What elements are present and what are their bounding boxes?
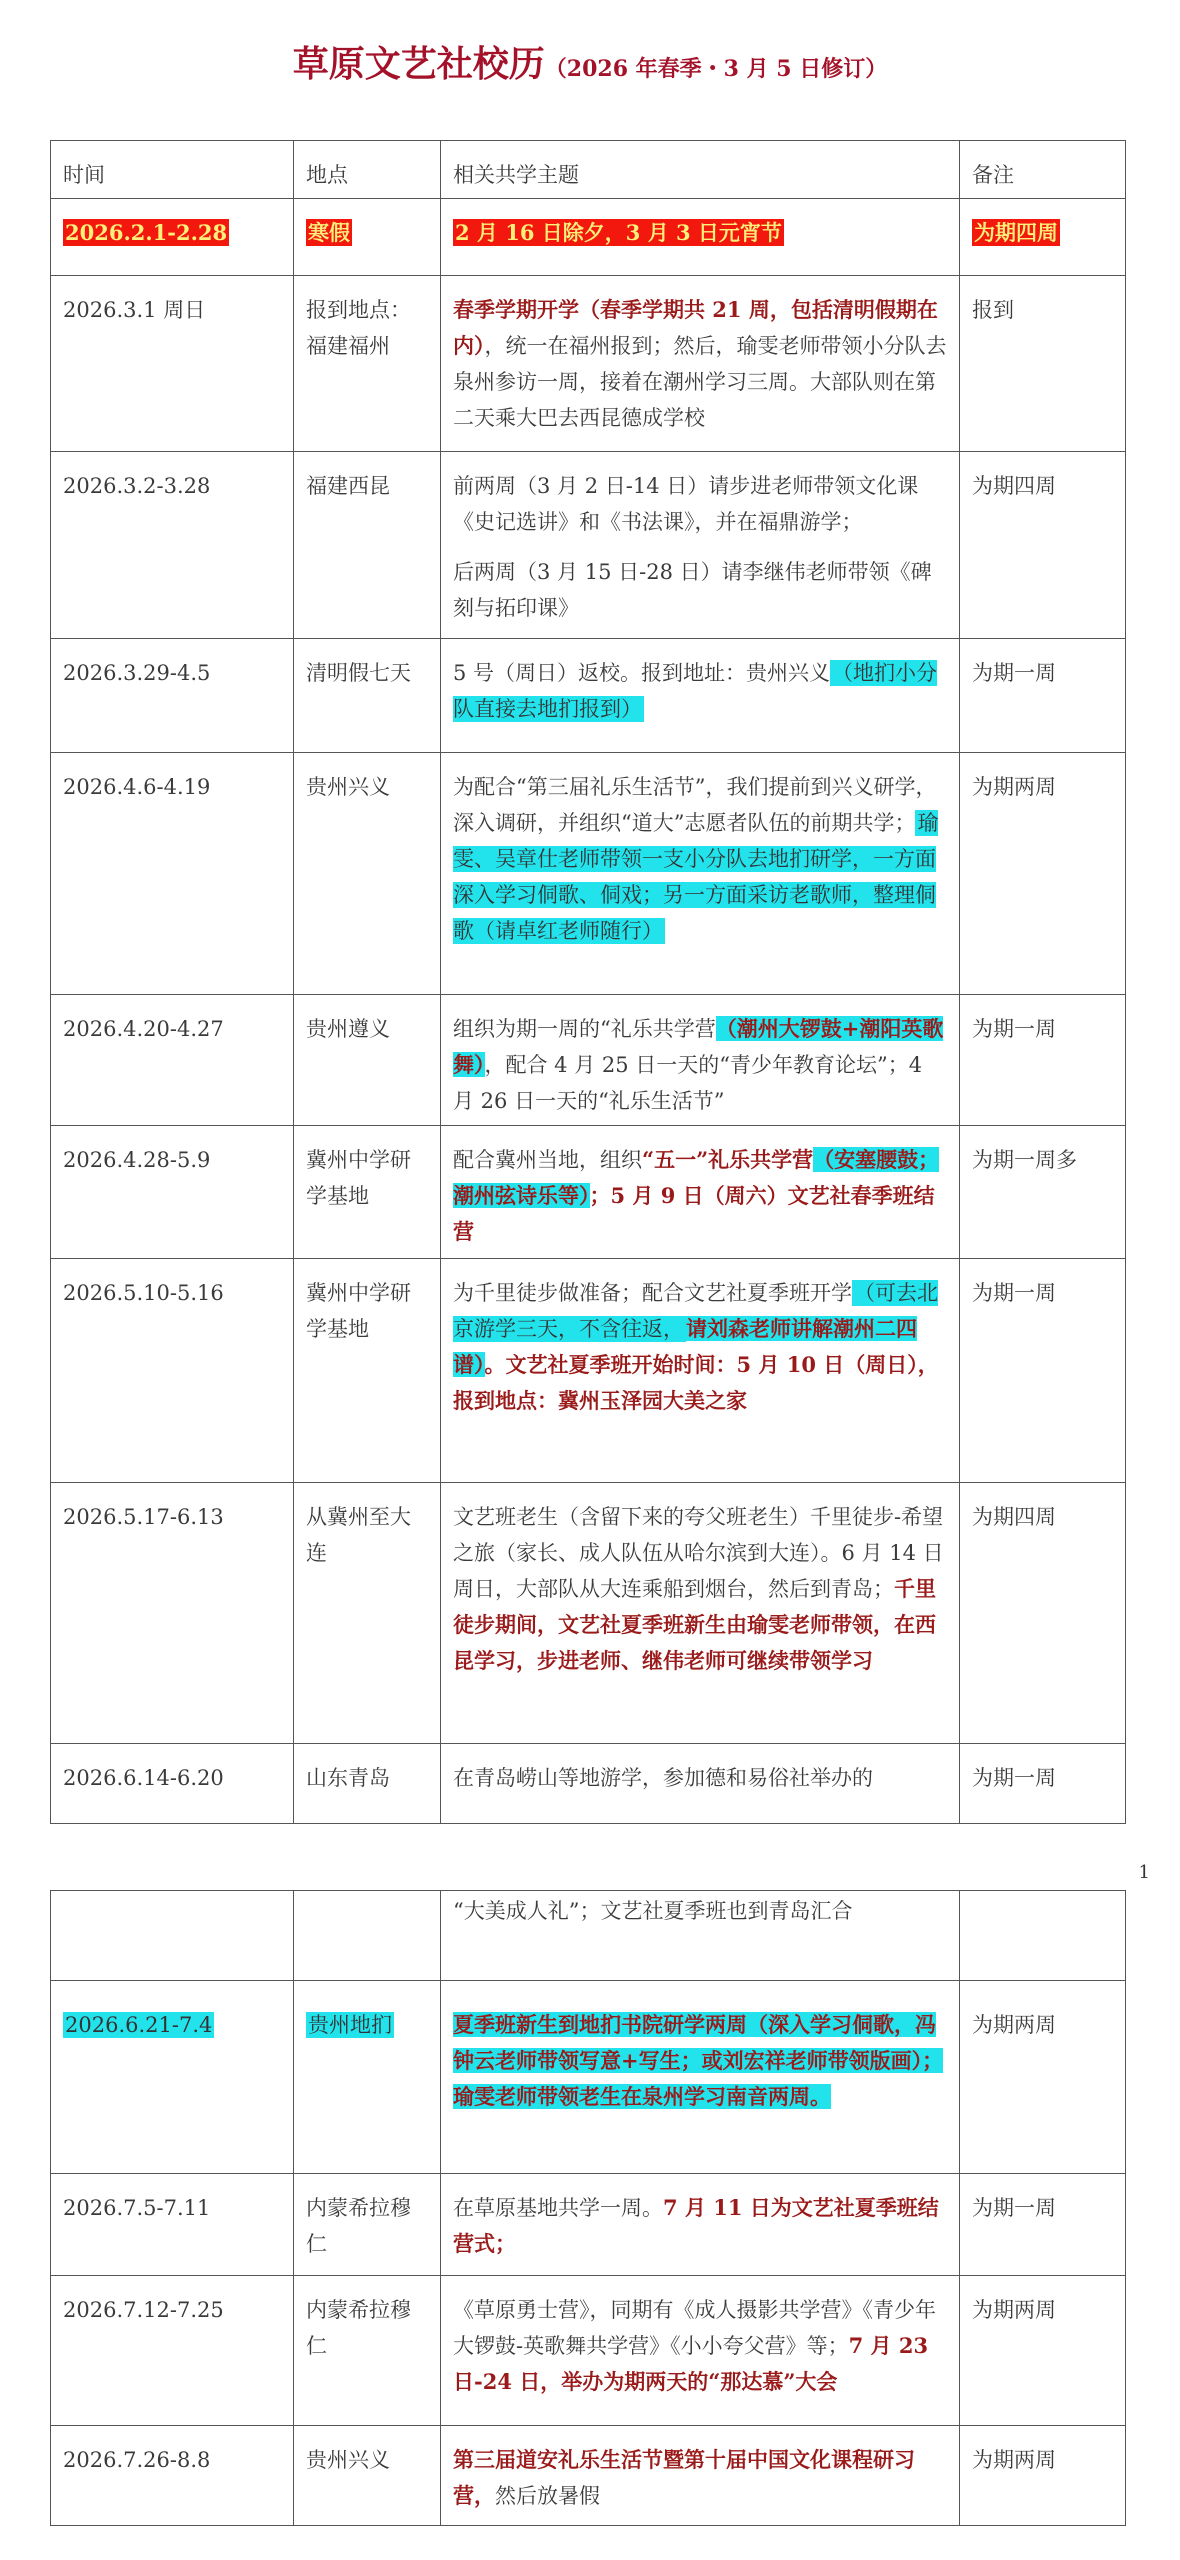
cell-note: 为期两周: [960, 2426, 1126, 2526]
theme-text: ，统一在福州报到；然后，瑜雯老师带领小分队去泉州参访一周，接着在潮州学习三周。大部队则在第二天乘大巴去西昆德成学校: [453, 334, 947, 430]
cell-time: 2026.7.5-7.11: [51, 2174, 294, 2276]
cell-time: 2026.5.10-5.16: [51, 1259, 294, 1483]
header-note: 备注: [960, 141, 1126, 199]
cell-note: 为期四周: [960, 1483, 1126, 1744]
theme-highlight: （可去北京游学三天，不含往返，: [453, 1281, 938, 1341]
theme-text: 文艺班老生（含留下来的夸父班老生）千里徒步-希望之旅（家长、成人队伍从哈尔滨到大连）。6 月 14 日周日，大部队从大连乘船到烟台，然后到青岛；: [453, 1505, 944, 1601]
table-row: [51, 753, 1126, 995]
cell-note: 为期四周: [974, 220, 1058, 245]
table-row: [51, 1744, 1126, 1824]
theme-text: 配合冀州当地，组织: [453, 1148, 642, 1172]
theme-highlight: 。文艺社夏季班开始时间：5 月 10 日（周日），报到地点：冀州玉泽园大美之家: [453, 1352, 939, 1413]
cell-note: 为期一周多: [960, 1126, 1126, 1259]
title-subtitle: （2026 年春季・3 月 5 日修订）: [544, 56, 888, 82]
cell-theme: [441, 639, 960, 753]
cell-note: 为期一周: [960, 639, 1126, 753]
document-title: [0, 36, 1180, 87]
theme-text: ，配合 4 月 25 日一天的“青少年教育论坛”；4 月 26 日一天的“礼乐生活节”: [453, 1053, 923, 1113]
schedule-table-part1: [50, 140, 1126, 1824]
table-row: [51, 452, 1126, 639]
cell-place: 贵州兴义: [294, 2426, 441, 2526]
cell-theme: [441, 2276, 960, 2426]
table-header-row: [51, 141, 1126, 199]
theme-highlight: 千里徒步期间，文艺社夏季班新生由瑜雯老师带领，在西昆学习，步进老师、继伟老师可继续带领学习: [453, 1576, 936, 1673]
table-row: [51, 2174, 1126, 2276]
theme-text: 组织为期一周的“礼乐共学营: [453, 1017, 716, 1041]
cell-note: 为期一周: [960, 995, 1126, 1126]
header-theme: 相关共学主题: [441, 141, 960, 199]
cell-theme: 2 月 16 日除夕，3 月 3 日元宵节: [455, 220, 782, 245]
cell-note: [960, 1891, 1126, 1981]
cell-theme: [441, 2426, 960, 2526]
cell-time: 2026.6.21-7.4: [65, 2013, 213, 2037]
cell-theme: [441, 753, 960, 995]
cell-time: 2026.4.20-4.27: [51, 995, 294, 1126]
table-row: [51, 1891, 1126, 1981]
cell-place: 贵州兴义: [294, 753, 441, 995]
title-main: 草原文艺社校历: [292, 43, 545, 85]
table-row: [51, 1483, 1126, 1744]
cell-place: 山东青岛: [294, 1744, 441, 1824]
cell-time: 2026.7.12-7.25: [51, 2276, 294, 2426]
theme-highlight: （地扪小分队直接去地扪报到）: [453, 661, 938, 721]
cell-theme: [441, 1259, 960, 1483]
theme-text: 为配合“第三届礼乐生活节”，我们提前到兴义研学，深入调研，并组织“道大”志愿者队伍的前期共学；: [453, 775, 937, 835]
table-row: [51, 2426, 1126, 2526]
cell-note: 报到: [960, 276, 1126, 452]
theme-text: 在草原基地共学一周。: [453, 2196, 663, 2220]
cell-theme: [441, 276, 960, 452]
table-row: [51, 2276, 1126, 2426]
cell-note: 为期四周: [960, 452, 1126, 639]
theme-text: 然后放暑假: [495, 2484, 600, 2508]
table-row: [51, 995, 1126, 1126]
cell-note: 为期两周: [960, 753, 1126, 995]
cell-place: 冀州中学研学基地: [294, 1259, 441, 1483]
theme-text: 《草原勇士营》，同期有《成人摄影共学营》《青少年大锣鼓-英歌舞共学营》《小小夸父营》等；: [453, 2298, 936, 2358]
cell-note: 为期两周: [960, 1981, 1126, 2174]
cell-note: 为期一周: [960, 1744, 1126, 1824]
cell-note: 为期两周: [960, 2276, 1126, 2426]
table-row: [51, 639, 1126, 753]
table-row: [51, 1259, 1126, 1483]
cell-time: 2026.4.6-4.19: [51, 753, 294, 995]
cell-theme: 在青岛崂山等地游学，参加德和易俗社举办的: [441, 1744, 960, 1824]
cell-place: 内蒙希拉穆仁: [294, 2276, 441, 2426]
page-number: 1: [1138, 1862, 1150, 1883]
theme-highlight: “五一”礼乐共学营: [642, 1147, 814, 1172]
cell-place: 贵州遵义: [294, 995, 441, 1126]
table-row: [51, 1981, 1126, 2174]
cell-time: 2026.3.2-3.28: [51, 452, 294, 639]
cell-theme: [441, 995, 960, 1126]
theme-highlight: ；5 月 9 日（周六）文艺社春季班结营: [453, 1183, 935, 1244]
cell-place: 内蒙希拉穆仁: [294, 2174, 441, 2276]
header-time: 时间: [51, 141, 294, 199]
table-row: [51, 1126, 1126, 1259]
cell-theme: [441, 1483, 960, 1744]
cell-theme: [441, 1126, 960, 1259]
cell-theme: [441, 2174, 960, 2276]
header-place: 地点: [294, 141, 441, 199]
theme-highlight: 瑜雯、吴章仕老师带领一支小分队去地扪研学，一方面深入学习侗歌、侗戏；另一方面采访老歌师，整理侗歌（请卓红老师随行）: [453, 811, 939, 943]
cell-theme: “大美成人礼”；文艺社夏季班也到青岛汇合: [441, 1891, 960, 1981]
theme-highlight: 第三届道安礼乐生活节暨第十届中国文化课程研习营，: [453, 2447, 915, 2508]
cell-note: 为期一周: [960, 1259, 1126, 1483]
theme-text: 5 号（周日）返校。报到地址：贵州兴义: [453, 661, 831, 685]
cell-note: 为期一周: [960, 2174, 1126, 2276]
cell-time: 2026.3.29-4.5: [51, 639, 294, 753]
cell-place: 贵州地扪: [308, 2013, 392, 2037]
theme-highlight: （安塞腰鼓；潮州弦诗乐等）: [453, 1147, 940, 1208]
cell-place: 报到地点：福建福州: [294, 276, 441, 452]
theme-paragraph: 前两周（3 月 2 日-14 日）请步进老师带领文化课《史记选讲》和《书法课》，并在福鼎游学；: [453, 474, 919, 534]
cell-time: 2026.4.28-5.9: [51, 1126, 294, 1259]
table-row: [51, 199, 1126, 276]
cell-place: 寒假: [308, 220, 350, 245]
cell-time: 2026.5.17-6.13: [51, 1483, 294, 1744]
cell-time: 2026.6.14-6.20: [51, 1744, 294, 1824]
cell-place: 冀州中学研学基地: [294, 1126, 441, 1259]
cell-place: 清明假七天: [294, 639, 441, 753]
theme-highlight: 7 月 23 日-24 日，举办为期两天的“那达慕”大会: [453, 2333, 929, 2394]
cell-place: [294, 1891, 441, 1981]
cell-theme: 夏季班新生到地扪书院研学两周（深入学习侗歌，冯钟云老师带领写意+写生；或刘宏祥老师带领版画）；瑜雯老师带领老生在泉州学习南音两周。: [453, 2012, 944, 2109]
table-row: [51, 276, 1126, 452]
cell-place: 福建西昆: [294, 452, 441, 639]
theme-highlight: （潮州大锣鼓+潮阳英歌舞）: [453, 1016, 944, 1077]
cell-time: 2026.7.26-8.8: [51, 2426, 294, 2526]
cell-time: 2026.2.1-2.28: [65, 220, 228, 245]
theme-paragraph: 后两周（3 月 15 日-28 日）请李继伟老师带领《碑刻与拓印课》: [453, 560, 932, 620]
theme-highlight: 7 月 11 日为文艺社夏季班结营式；: [453, 2195, 939, 2256]
cell-place: 从冀州至大连: [294, 1483, 441, 1744]
theme-highlight: 请刘森老师讲解潮州二四谱）: [453, 1316, 917, 1377]
schedule-table-part2: [50, 1890, 1126, 2526]
cell-time: 2026.3.1 周日: [51, 276, 294, 452]
cell-time: [51, 1891, 294, 1981]
cell-theme: [441, 452, 960, 639]
theme-highlight: 春季学期开学（春季学期共 21 周，包括清明假期在内）: [453, 297, 938, 358]
theme-text: 为千里徒步做准备；配合文艺社夏季班开学: [453, 1281, 852, 1305]
